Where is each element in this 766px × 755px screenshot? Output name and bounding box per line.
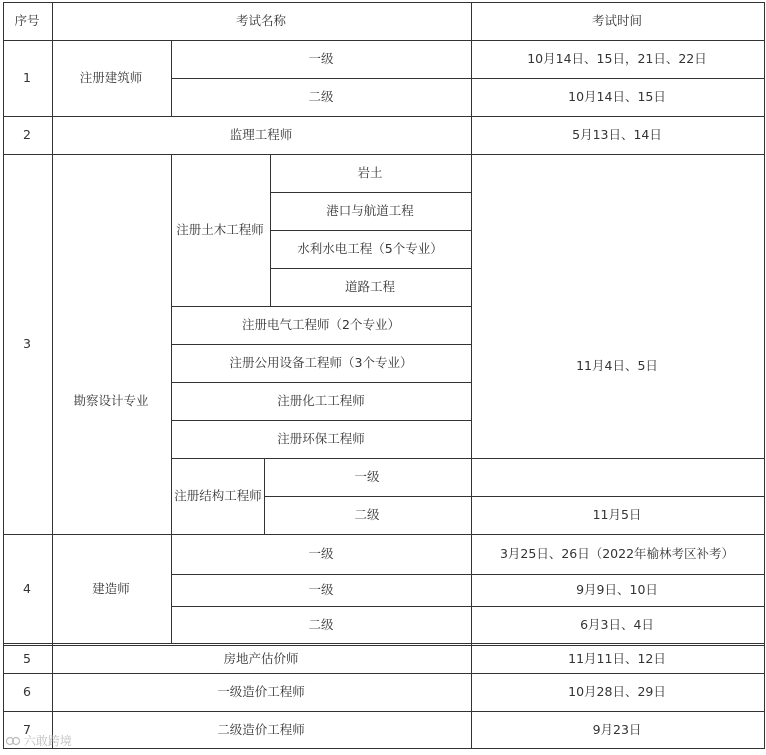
exam-name: 房地产估价师: [223, 651, 299, 666]
grid-line: [171, 78, 765, 79]
exam-name: 一级造价工程师: [217, 684, 305, 699]
row-number: 5: [23, 651, 31, 666]
group-label: 建造师: [92, 581, 130, 596]
grid-line: [3, 116, 765, 117]
brand-logo-icon: [6, 735, 20, 747]
grid-line: [270, 192, 472, 193]
grid-line: [3, 643, 765, 644]
exam-name: 监理工程师: [229, 127, 293, 142]
exam-level: 一级: [308, 582, 334, 597]
exam-specialty: 道路工程: [344, 279, 396, 294]
grid-line: [171, 306, 472, 307]
header-exam-time: 考试时间: [591, 13, 643, 28]
exam-name: 注册环保工程师: [277, 431, 365, 446]
exam-date: 9月9日、10日: [576, 582, 658, 597]
row-number: 6: [23, 684, 31, 699]
row-number: 1: [23, 70, 31, 85]
table-bottom-border: [3, 748, 765, 749]
exam-level: 二级: [308, 617, 334, 632]
subgroup-label: 注册结构工程师: [174, 488, 262, 503]
exam-name: 二级造价工程师: [217, 722, 305, 737]
row-number: 2: [23, 127, 31, 142]
exam-date: 9月23日: [592, 722, 642, 737]
group-label: 注册建筑师: [79, 70, 143, 85]
exam-specialty: 水利水电工程（5个专业）: [297, 241, 443, 256]
exam-date: 5月13日、14日: [572, 127, 662, 142]
exam-level: 一级: [308, 51, 334, 66]
exam-name: 注册化工工程师: [277, 393, 365, 408]
table-top-border: [3, 2, 765, 3]
exam-level: 一级: [308, 546, 334, 561]
grid-line: [270, 268, 472, 269]
col-index-divider: [52, 2, 53, 749]
exam-date: 10月14日、15日，21日、22日: [527, 51, 707, 66]
exam-date: 6月3日、4日: [580, 617, 654, 632]
group-label: 勘察设计专业: [73, 393, 149, 408]
exam-name: 注册公用设备工程师（3个专业）: [229, 355, 413, 370]
grid-line: [171, 40, 172, 117]
table-left-border: [3, 2, 4, 749]
grid-line: [171, 344, 472, 345]
grid-line: [171, 382, 472, 383]
row-number: 3: [23, 336, 31, 351]
exam-level: 二级: [354, 507, 380, 522]
exam-date: 10月28日、29日: [568, 684, 666, 699]
exam-date: 11月11日、12日: [568, 651, 666, 666]
header-bottom-line: [3, 40, 765, 41]
grid-line: [171, 606, 765, 607]
grid-line: [3, 154, 765, 155]
grid-line: [171, 534, 172, 644]
exam-date: 11月5日: [592, 507, 642, 522]
header-exam-name: 考试名称: [235, 13, 287, 28]
grid-line: [3, 645, 765, 646]
grid-line: [3, 534, 765, 535]
table-right-border: [764, 2, 765, 749]
exam-level: 二级: [308, 89, 334, 104]
grid-line: [171, 574, 765, 575]
grid-line: [264, 496, 472, 497]
grid-line: [171, 420, 472, 421]
row-number: 4: [23, 581, 31, 596]
grid-line: [264, 458, 265, 535]
header-index: 序号: [14, 13, 40, 28]
exam-name: 注册电气工程师（2个专业）: [242, 317, 400, 332]
row-number: 7: [23, 722, 31, 737]
exam-date: 11月4日、5日: [576, 358, 658, 373]
col-date-divider: [471, 2, 472, 749]
grid-line: [3, 711, 765, 712]
watermark-text: 六敢跨境: [23, 734, 72, 748]
exam-level: 一级: [354, 469, 380, 484]
grid-line: [471, 496, 765, 497]
exam-date: 10月14日、15日: [568, 89, 666, 104]
grid-line: [171, 154, 172, 535]
grid-line: [270, 154, 271, 307]
watermark: [6, 733, 72, 749]
grid-line: [171, 458, 765, 459]
exam-specialty: 岩土: [357, 165, 383, 180]
subgroup-label: 注册土木工程师: [176, 222, 264, 237]
grid-line: [3, 673, 765, 674]
grid-line: [270, 230, 472, 231]
exam-date: 3月25日、26日（2022年榆林考区补考）: [499, 546, 735, 561]
exam-specialty: 港口与航道工程: [326, 203, 414, 218]
